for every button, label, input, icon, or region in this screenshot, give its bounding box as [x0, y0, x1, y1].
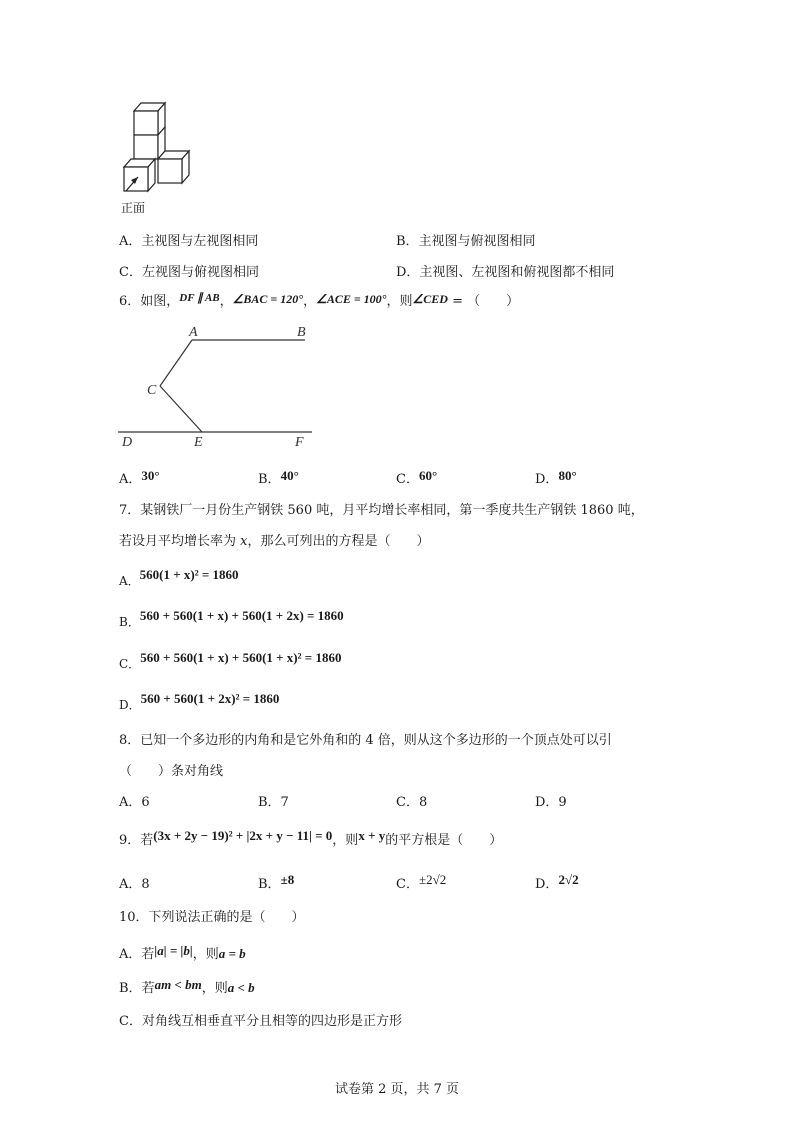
q10-a-pre: A．若 — [119, 947, 155, 962]
q9-option-b — [258, 873, 294, 892]
q7-option-c-equation: 560 + 560(1 + x) + 560(1 + x)² = 1860 — [140, 650, 342, 665]
q7-option-c — [119, 649, 342, 671]
q10-option-c: C．对角线互相垂直平分且相等的四边形是正方形 — [119, 1014, 402, 1029]
q8-option-a: A．6 — [119, 795, 150, 810]
q7-line2-post: ，那么可列出的方程是（ ） — [247, 534, 430, 549]
q9-equation: (3x + 2y − 19)² + |2x + y − 11| = 0 — [153, 828, 333, 843]
q7-option-d-equation: 560 + 560(1 + 2x)² = 1860 — [140, 691, 280, 706]
q9-option-c-letter: C． — [396, 877, 419, 892]
q6-option-a-value: 30° — [141, 468, 160, 483]
q6-option-d-value: 80° — [558, 468, 577, 483]
q7-option-b-letter: B． — [119, 615, 140, 629]
q10-b-pre: B．若 — [119, 981, 155, 996]
q10-a-mid: ，则 — [192, 947, 219, 962]
q9-option-d — [535, 873, 579, 892]
q6-option-c-letter: C． — [396, 472, 419, 487]
q8-stem-line2: （ ）条对角线 — [119, 764, 224, 779]
q7-option-a-equation: 560(1 + x)² = 1860 — [139, 567, 239, 582]
q6-cond-angle-ace: ∠ACE = 100° — [316, 292, 387, 306]
q6-tail: = （ ） — [447, 294, 520, 309]
q10-option-b — [119, 977, 255, 996]
q7-option-d — [119, 690, 280, 712]
point-c: C — [147, 383, 157, 398]
q9-prefix: 9．若 — [119, 833, 154, 848]
q8-option-c: C．8 — [396, 795, 428, 810]
front-label: 正面 — [121, 201, 146, 215]
point-b: B — [297, 325, 306, 340]
q6-option-d-letter: D． — [535, 472, 559, 487]
q7-option-b-equation: 560 + 560(1 + x) + 560(1 + 2x) = 1860 — [139, 608, 344, 623]
q6-sep2: ， — [303, 294, 317, 309]
q7-variable: x — [240, 534, 248, 549]
q7-stem-line1: 7．某钢铁厂一月份生产钢铁 560 吨，月平均增长率相同，第一季度共生产钢铁 1860 吨， — [119, 503, 644, 518]
q9-option-c-value: ±2√2 — [418, 872, 447, 887]
q6-option-a-letter: A． — [119, 472, 142, 487]
q8-option-b: B．7 — [258, 795, 289, 810]
q9-option-c — [396, 873, 446, 892]
q7-line2-pre: 若设月平均增长率为 — [119, 534, 241, 549]
q7-option-a — [119, 566, 239, 588]
q7-option-b — [119, 607, 344, 629]
point-d: D — [122, 435, 133, 450]
q7-option-a-letter: A． — [119, 574, 140, 588]
q7-option-c-letter: C． — [119, 657, 141, 671]
point-e: E — [194, 435, 203, 450]
q9-option-b-letter: B． — [258, 877, 281, 892]
q5-option-c: C．左视图与俯视图相同 — [119, 265, 259, 280]
q10-b-mid: ，则 — [201, 981, 228, 996]
q6-option-b — [258, 468, 299, 487]
q6-option-a — [119, 468, 160, 487]
q6-ask-angle-ced: ∠CED — [412, 292, 448, 306]
q5-option-b: B．主视图与俯视图相同 — [396, 234, 536, 249]
q9-tail: 的平方根是（ ） — [385, 833, 503, 848]
q6-option-c-value: 60° — [418, 468, 438, 483]
q6-prefix: 6．如图， — [119, 294, 180, 309]
q6-stem — [119, 290, 519, 309]
q6-sep3: ，则 — [386, 294, 413, 309]
q6-option-c — [396, 468, 437, 487]
q10-b-condition: am < bm — [154, 977, 202, 992]
q9-option-d-value: 2√2 — [558, 872, 579, 887]
q6-cond-parallel: DF ∥ AB — [179, 292, 220, 304]
q8-option-d: D．9 — [535, 795, 567, 810]
q9-stem — [119, 829, 502, 848]
q9-expression: x + y — [358, 828, 386, 843]
q10-a-condition: |a| = |b| — [154, 943, 193, 958]
q7-stem-line2 — [119, 530, 430, 549]
q6-option-b-letter: B． — [258, 472, 281, 487]
q9-option-d-letter: D． — [535, 877, 559, 892]
q8-stem-line1: 8．已知一个多边形的内角和是它外角和的 4 倍，则从这个多边形的一个顶点处可以引 — [119, 733, 612, 748]
q6-option-d — [535, 468, 577, 487]
q10-option-a — [119, 943, 246, 962]
q7-option-d-letter: D． — [119, 698, 141, 712]
q10-a-result: a = b — [218, 946, 246, 961]
q6-geometry-figure — [112, 320, 322, 452]
q9-option-b-value: ±8 — [280, 872, 295, 887]
q6-sep1: ， — [219, 294, 233, 309]
q5-option-d: D．主视图、左视图和俯视图都不相同 — [396, 265, 615, 280]
q10-b-result: a < b — [227, 980, 255, 995]
cube-stack-figure — [118, 98, 198, 193]
q10-stem: 10．下列说法正确的是（ ） — [119, 910, 305, 925]
q9-option-a: A．8 — [119, 877, 150, 892]
page-footer: 试卷第 2 页，共 7 页 — [334, 1082, 460, 1097]
q6-option-b-value: 40° — [280, 468, 299, 483]
point-f: F — [295, 435, 304, 450]
q9-mid: ，则 — [332, 833, 359, 848]
point-a: A — [189, 325, 198, 340]
q5-option-a: A．主视图与左视图相同 — [119, 234, 259, 249]
q6-cond-angle-bac: ∠BAC = 120° — [232, 292, 304, 306]
